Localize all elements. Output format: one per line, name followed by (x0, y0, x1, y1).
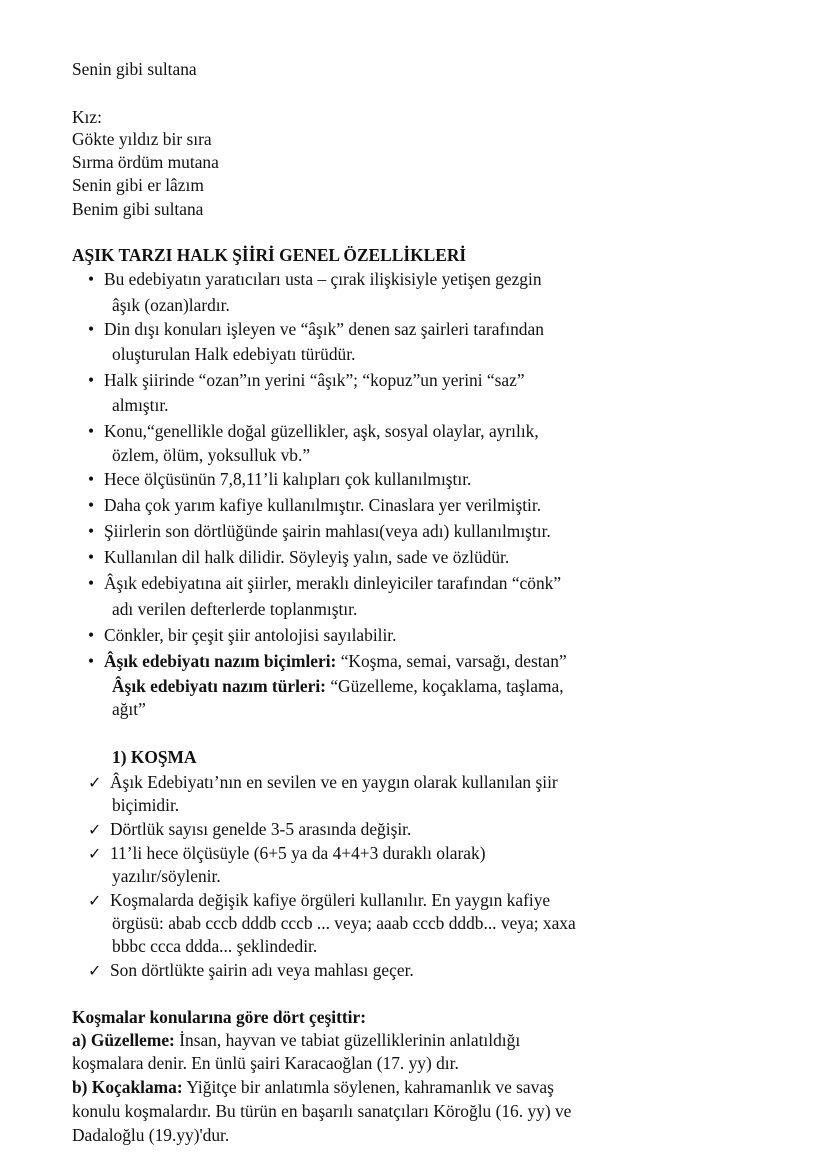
poem-line: Gökte yıldız bir sıra (72, 129, 212, 149)
bullet-item: • Şiirlerin son dörtlüğünde şairin mahlası(veya adı) kullanılmıştır. (88, 521, 551, 541)
bullet-item: • Kullanılan dil halk dilidir. Söyleyiş yalın, sade ve özlüdür. (88, 547, 510, 567)
types-label: Âşık edebiyatı nazım türleri: (112, 676, 326, 696)
forms-label: Âşık edebiyatı nazım biçimleri: (104, 651, 337, 671)
bullet-item-forms: • Âşık edebiyatı nazım biçimleri: “Koşma, semai, varsağı, destan” (88, 651, 567, 671)
checkmark-icon: ✓ (88, 820, 102, 839)
bullet-item: • Hece ölçüsünün 7,8,11’li kalıpları çok kullanılmıştır. (88, 469, 472, 489)
check-continuation: örgüsü: abab cccb dddb cccb ... veya; aaab cccb dddb... veya; xaxa (112, 913, 576, 933)
checkmark-icon: ✓ (88, 844, 102, 863)
check-continuation: biçimidir. (112, 795, 180, 815)
kosma-heading: 1) KOŞMA (112, 747, 197, 767)
check-continuation: bbbc ccca ddda... şeklindedir. (112, 936, 318, 956)
type-b-label: b) Koçaklama: (72, 1077, 183, 1097)
type-a-label: a) Güzelleme: (72, 1030, 175, 1050)
forms-text: “Koşma, semai, varsağı, destan” (336, 651, 567, 671)
checkmark-icon: ✓ (88, 773, 102, 792)
types-text: “Güzelleme, koçaklama, taşlama, (325, 676, 564, 696)
section-heading: AŞIK TARZI HALK ŞİİRİ GENEL ÖZELLİKLERİ (72, 245, 467, 265)
poem-line: Senin gibi er lâzım (72, 175, 204, 195)
type-b-continuation: Dadaloğlu (19.yy)'dur. (72, 1125, 230, 1145)
type-b-line: b) Koçaklama: Yiğitçe bir anlatımla söylenen, kahramanlık ve savaş (72, 1077, 554, 1097)
poem-line: Benim gibi sultana (72, 199, 204, 219)
bullet-continuation: almıştır. (112, 395, 169, 415)
types-line (112, 675, 564, 698)
check-item: ✓ Dörtlük sayısı genelde 3-5 arasında değişir. (88, 819, 412, 839)
check-item: ✓ Koşmalarda değişik kafiye örgüleri kullanılır. En yaygın kafiye (88, 890, 551, 910)
poem-speaker: Kız: (72, 107, 102, 127)
bullet-item: • Din dışı konuları işleyen ve “âşık” denen saz şairleri tarafından (88, 319, 544, 339)
types-heading: Koşmalar konularına göre dört çeşittir: (72, 1007, 367, 1027)
check-item: ✓ Âşık Edebiyatı’nın en sevilen ve en yaygın olarak kullanılan şiir (88, 772, 558, 792)
bullet-continuation: oluşturulan Halk edebiyatı türüdür. (112, 344, 356, 364)
bullet-continuation: âşık (ozan)lardır. (112, 295, 230, 315)
poem-line: Sırma ördüm mutana (72, 152, 219, 172)
bullet-item: • Daha çok yarım kafiye kullanılmıştır. Cinaslara yer verilmiştir. (88, 495, 542, 515)
types-line-continuation: ağıt” (112, 699, 146, 719)
bullet-item: • Halk şiirinde “ozan”ın yerini “âşık”; “kopuz”un yerini “saz” (88, 370, 525, 390)
check-item: ✓ Son dörtlükte şairin adı veya mahlası geçer. (88, 960, 414, 980)
checkmark-icon: ✓ (88, 961, 102, 980)
bullet-continuation: adı verilen defterlerde toplanmıştır. (112, 599, 358, 619)
bullet-item: • Cönkler, bir çeşit şiir antolojisi sayılabilir. (88, 625, 397, 645)
checkmark-icon: ✓ (88, 891, 102, 910)
bullet-item: • Konu,“genellikle doğal güzellikler, aşk, sosyal olaylar, ayrılık, (88, 421, 539, 441)
bullet-item: • Âşık edebiyatına ait şiirler, meraklı dinleyiciler tarafından “cönk” (88, 573, 562, 593)
poem-line: Senin gibi sultana (72, 59, 197, 79)
bullet-continuation: özlem, ölüm, yoksulluk vb.” (112, 445, 311, 465)
check-continuation: yazılır/söylenir. (112, 866, 221, 886)
type-b-continuation: konulu koşmalardır. Bu türün en başarılı sanatçıları Köroğlu (16. yy) ve (72, 1101, 572, 1121)
bullet-item: • Bu edebiyatın yaratıcıları usta – çırak ilişkisiyle yetişen gezgin (88, 269, 542, 289)
check-item: ✓ 11’li hece ölçüsüyle (6+5 ya da 4+4+3 duraklı olarak) (88, 843, 486, 863)
type-a-line: a) Güzelleme: İnsan, hayvan ve tabiat güzelliklerinin anlatıldığı (72, 1030, 521, 1050)
type-a-continuation: koşmalara denir. En ünlü şairi Karacaoğlan (17. yy) dır. (72, 1053, 459, 1073)
